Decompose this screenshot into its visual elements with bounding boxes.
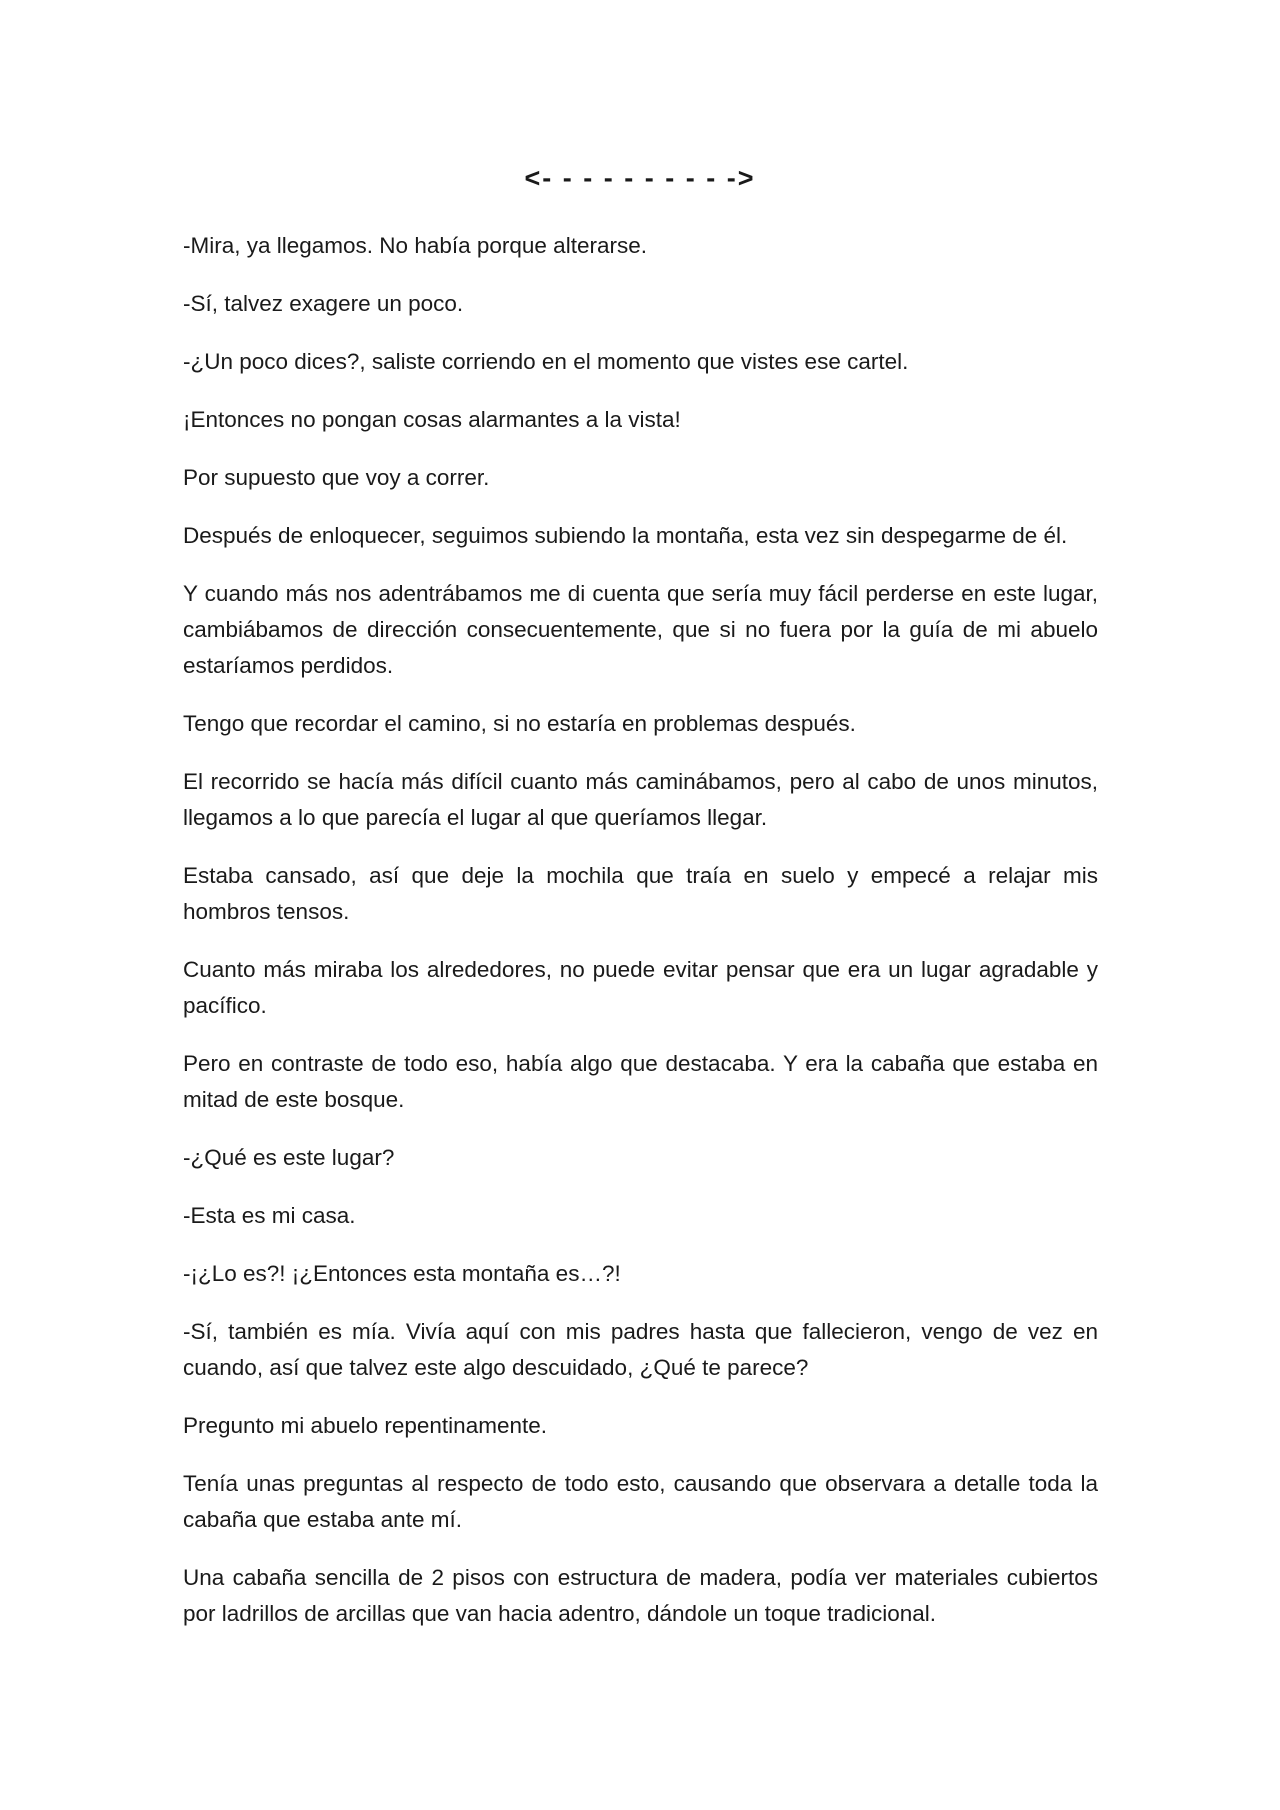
paragraph: -¡¿Lo es?! ¡¿Entonces esta montaña es…?!: [183, 1261, 621, 1286]
paragraph: Y cuando más nos adentrábamos me di cuenta que sería muy fácil perderse en este lugar, cambiábamos de dirección consecuentemente, que si no fuera por la guía de mi abuelo estaríamos perdidos.: [183, 581, 1098, 678]
paragraph: Tengo que recordar el camino, si no estaría en problemas después.: [183, 711, 856, 736]
paragraph: Pregunto mi abuelo repentinamente.: [183, 1413, 547, 1438]
body-text: [183, 228, 1098, 1654]
paragraph: -Mira, ya llegamos. No había porque alterarse.: [183, 233, 647, 258]
paragraph: Cuanto más miraba los alrededores, no puede evitar pensar que era un lugar agradable y pacífico.: [183, 957, 1098, 1018]
paragraph: -¿Un poco dices?, saliste corriendo en el momento que vistes ese cartel.: [183, 349, 909, 374]
paragraph: Después de enloquecer, seguimos subiendo la montaña, esta vez sin despegarme de él.: [183, 523, 1068, 548]
paragraph: -Sí, también es mía. Vivía aquí con mis padres hasta que fallecieron, vengo de vez en cuando, así que talvez este algo descuidado, ¿Qué te parece?: [183, 1319, 1098, 1380]
paragraph: Por supuesto que voy a correr.: [183, 465, 490, 490]
paragraph: Tenía unas preguntas al respecto de todo esto, causando que observara a detalle toda la cabaña que estaba ante mí.: [183, 1471, 1098, 1532]
paragraph: -Sí, talvez exagere un poco.: [183, 291, 464, 316]
paragraph: Estaba cansado, así que deje la mochila que traía en suelo y empecé a relajar mis hombros tensos.: [183, 863, 1098, 924]
scene-separator: <- - - - - - - - - ->: [524, 163, 756, 193]
paragraph: Una cabaña sencilla de 2 pisos con estructura de madera, podía ver materiales cubiertos por ladrillos de arcillas que van hacia adentro, dándole un toque tradicional.: [183, 1565, 1098, 1626]
paragraph: ¡Entonces no pongan cosas alarmantes a la vista!: [183, 407, 681, 432]
paragraph: -¿Qué es este lugar?: [183, 1145, 395, 1170]
paragraph: -Esta es mi casa.: [183, 1203, 356, 1228]
paragraph: El recorrido se hacía más difícil cuanto más caminábamos, pero al cabo de unos minutos, llegamos a lo que parecía el lugar al que queríamos llegar.: [183, 769, 1098, 830]
paragraph: Pero en contraste de todo eso, había algo que destacaba. Y era la cabaña que estaba en mitad de este bosque.: [183, 1051, 1098, 1112]
